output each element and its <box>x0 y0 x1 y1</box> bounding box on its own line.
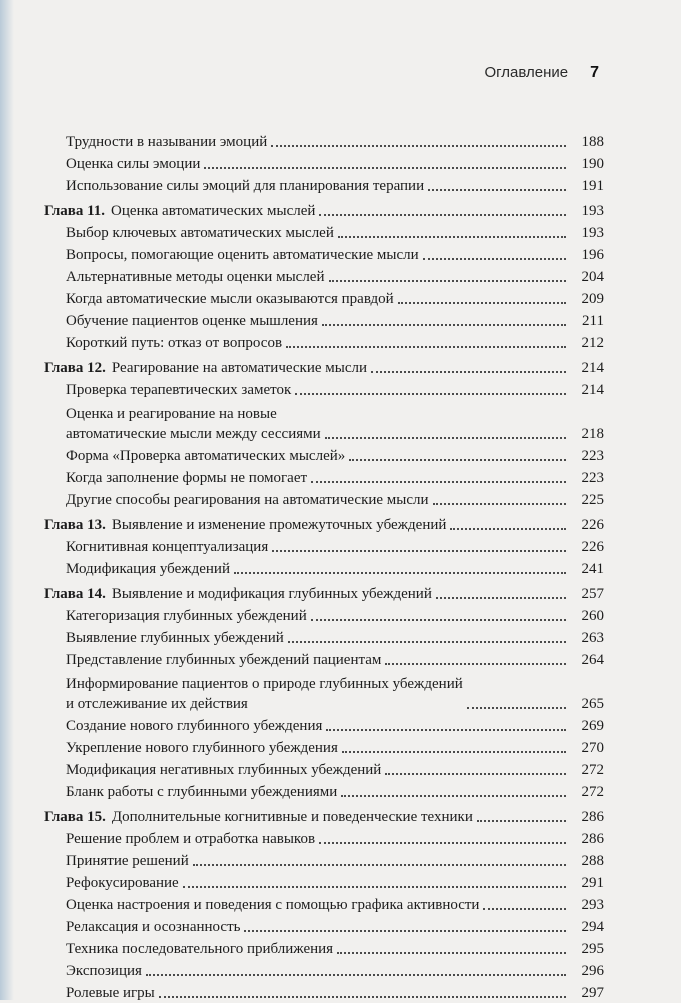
toc-page-number: 263 <box>581 630 604 646</box>
toc-chapter-row[interactable] <box>44 355 604 378</box>
toc-section-row[interactable] <box>44 221 604 243</box>
section-title: Создание нового глубинного убеждения <box>66 718 323 734</box>
section-title: Использование силы эмоций для планирования терапии <box>66 178 425 194</box>
toc-section-row[interactable] <box>44 488 604 510</box>
dot-leader <box>433 503 566 505</box>
section-title: Рефокусирование <box>66 875 179 891</box>
section-title: Когнитивная концептуализация <box>66 539 269 555</box>
toc-page-number: 297 <box>581 985 604 1001</box>
section-title: Оценка настроения и поведения с помощью графика активности <box>66 897 480 913</box>
toc-page-number: 214 <box>581 360 604 376</box>
toc-section-row[interactable] <box>44 893 604 915</box>
section-title: Форма «Проверка автоматических мыслей» <box>66 448 346 464</box>
chapter-title: Оценка автоматических мыслей <box>111 203 316 219</box>
toc-page-number: 294 <box>581 919 604 935</box>
toc-page-number: 295 <box>581 941 604 957</box>
toc-page-number: 193 <box>581 225 604 241</box>
toc-section-row[interactable] <box>44 937 604 959</box>
dot-leader <box>325 437 566 439</box>
dot-leader <box>326 729 566 731</box>
dot-leader <box>319 214 566 216</box>
toc-page-number: 204 <box>581 269 604 285</box>
section-title: Ролевые игры <box>66 985 155 1001</box>
toc-page-number: 214 <box>581 382 604 398</box>
dot-leader <box>295 393 566 395</box>
toc-section-row[interactable] <box>44 758 604 780</box>
toc-page-number: 209 <box>581 291 604 307</box>
section-title: Категоризация глубинных убеждений <box>66 608 307 624</box>
dot-leader <box>271 145 566 147</box>
chapter-label: Глава 12. <box>44 360 106 376</box>
toc-section-row[interactable] <box>44 309 604 331</box>
dot-leader <box>286 346 566 348</box>
toc-section-row[interactable] <box>44 736 604 758</box>
toc-page-number: 223 <box>581 448 604 464</box>
section-title: Короткий путь: отказ от вопросов <box>66 335 283 351</box>
toc-page-number: 225 <box>581 492 604 508</box>
toc-page-number: 226 <box>581 517 604 533</box>
section-title: Трудности в назывании эмоций <box>66 134 268 150</box>
page-edge-shadow <box>0 0 14 1000</box>
toc-page-number: 212 <box>581 335 604 351</box>
dot-leader <box>371 371 566 373</box>
chapter-title: Выявление и модификация глубинных убеждений <box>111 586 432 602</box>
section-title: Релаксация и осознанность <box>66 919 241 935</box>
toc-page-number: 190 <box>581 156 604 172</box>
dot-leader <box>349 459 566 461</box>
toc-page-number: 264 <box>581 652 604 668</box>
toc-page-number: 260 <box>581 608 604 624</box>
toc-page-number: 257 <box>581 586 604 602</box>
toc-chapter-row[interactable] <box>44 581 604 604</box>
dot-leader <box>311 619 566 621</box>
dot-leader <box>436 597 566 599</box>
toc-section-row[interactable] <box>44 152 604 174</box>
toc-section-row[interactable] <box>44 714 604 736</box>
dot-leader <box>337 952 566 954</box>
toc-chapter-row[interactable] <box>44 198 604 221</box>
dot-leader <box>385 663 566 665</box>
toc-section-row[interactable] <box>44 243 604 265</box>
toc-page-number: 265 <box>581 696 604 712</box>
toc-page-number: 191 <box>581 178 604 194</box>
chapter-title: Дополнительные когнитивные и поведенческие техники <box>111 809 473 825</box>
dot-leader <box>244 930 566 932</box>
toc-page-number: 272 <box>581 784 604 800</box>
section-title: Оценка и реагирование на новые автоматические мысли между сессиями <box>66 406 321 442</box>
dot-leader <box>329 280 567 282</box>
toc-page-number: 196 <box>581 247 604 263</box>
section-title: Вопросы, помогающие оценить автоматические мысли <box>66 247 419 263</box>
toc-section-row[interactable] <box>44 670 604 714</box>
dot-leader <box>483 908 566 910</box>
toc-page-number: 241 <box>581 561 604 577</box>
toc-page-number: 218 <box>581 426 604 442</box>
dot-leader <box>322 324 566 326</box>
toc-chapter-row[interactable] <box>44 512 604 535</box>
toc-page-number: 286 <box>581 809 604 825</box>
toc-section-row[interactable] <box>44 378 604 400</box>
toc-section-row[interactable] <box>44 535 604 557</box>
dot-leader <box>193 864 566 866</box>
toc-page-number: 293 <box>581 897 604 913</box>
dot-leader <box>338 236 566 238</box>
chapter-title: Выявление и изменение промежуточных убеждений <box>111 517 447 533</box>
section-title: Другие способы реагирования на автоматические мысли <box>66 492 429 508</box>
dot-leader <box>342 751 566 753</box>
section-title: Проверка терапевтических заметок <box>66 382 292 398</box>
dot-leader <box>319 842 566 844</box>
toc-section-row[interactable] <box>44 871 604 893</box>
toc-section-row[interactable] <box>44 174 604 196</box>
section-title: Решение проблем и отработка навыков <box>66 831 316 847</box>
dot-leader <box>467 707 566 709</box>
toc-section-row[interactable] <box>44 915 604 937</box>
section-title: Информирование пациентов о природе глубинных убеждений и отслеживание их действия <box>66 676 463 712</box>
toc-section-row[interactable] <box>44 959 604 981</box>
running-head <box>484 64 599 82</box>
toc-page-number: 291 <box>581 875 604 891</box>
section-title: Модификация негативных глубинных убеждений <box>66 762 382 778</box>
dot-leader <box>183 886 566 888</box>
toc-page-number: 188 <box>581 134 604 150</box>
toc-page-number: 223 <box>581 470 604 486</box>
section-title: Когда заполнение формы не помогает <box>66 470 308 486</box>
dot-leader <box>288 641 566 643</box>
dot-leader <box>311 481 566 483</box>
dot-leader <box>398 302 566 304</box>
chapter-label: Глава 13. <box>44 517 106 533</box>
section-title: Модификация убеждений <box>66 561 230 577</box>
section-title: Укрепление нового глубинного убеждения <box>66 740 338 756</box>
section-title: Техника последовательного приближения <box>66 941 334 957</box>
toc-page-number: 211 <box>582 313 604 329</box>
dot-leader <box>423 258 566 260</box>
toc-section-row[interactable] <box>44 849 604 871</box>
section-title: Когда автоматические мысли оказываются правдой <box>66 291 394 307</box>
toc-page-number: 270 <box>581 740 604 756</box>
running-head-title: Оглавление <box>484 64 569 81</box>
toc-section-row[interactable] <box>44 626 604 648</box>
chapter-label: Глава 11. <box>44 203 106 219</box>
toc-section-row[interactable] <box>44 604 604 626</box>
toc-page-number: 193 <box>581 203 604 219</box>
dot-leader <box>450 528 566 530</box>
dot-leader <box>234 572 566 574</box>
section-title: Представление глубинных убеждений пациентам <box>66 652 382 668</box>
toc-section-row[interactable] <box>44 130 604 152</box>
toc-section-row[interactable] <box>44 287 604 309</box>
section-title: Выявление глубинных убеждений <box>66 630 284 646</box>
section-title: Обучение пациентов оценке мышления <box>66 313 318 329</box>
toc-page-number: 226 <box>581 539 604 555</box>
table-of-contents <box>44 130 604 1003</box>
dot-leader <box>477 820 566 822</box>
toc-page-number: 269 <box>581 718 604 734</box>
chapter-label: Глава 15. <box>44 809 106 825</box>
page-number: 7 <box>590 64 599 81</box>
dot-leader <box>146 974 566 976</box>
dot-leader <box>385 773 566 775</box>
toc-section-row[interactable] <box>44 331 604 353</box>
section-title: Оценка силы эмоции <box>66 156 201 172</box>
chapter-label: Глава 14. <box>44 586 106 602</box>
toc-section-row[interactable] <box>44 400 604 444</box>
dot-leader <box>159 996 566 998</box>
section-title: Альтернативные методы оценки мыслей <box>66 269 325 285</box>
toc-chapter-row[interactable] <box>44 804 604 827</box>
chapter-title: Реагирование на автоматические мысли <box>111 360 368 376</box>
toc-section-row[interactable] <box>44 648 604 670</box>
toc-page-number: 272 <box>581 762 604 778</box>
toc-section-row[interactable] <box>44 827 604 849</box>
section-title: Принятие решений <box>66 853 189 869</box>
dot-leader <box>428 189 566 191</box>
toc-page-number: 296 <box>581 963 604 979</box>
toc-section-row[interactable] <box>44 444 604 466</box>
toc-page-number: 288 <box>581 853 604 869</box>
section-title: Выбор ключевых автоматических мыслей <box>66 225 334 241</box>
toc-section-row[interactable] <box>44 557 604 579</box>
section-title: Бланк работы с глубинными убеждениями <box>66 784 338 800</box>
toc-page-number: 286 <box>581 831 604 847</box>
dot-leader <box>272 550 566 552</box>
section-title: Экспозиция <box>66 963 142 979</box>
toc-section-row[interactable] <box>44 466 604 488</box>
toc-section-row[interactable] <box>44 780 604 802</box>
toc-section-row[interactable] <box>44 265 604 287</box>
dot-leader <box>341 795 566 797</box>
dot-leader <box>204 167 566 169</box>
